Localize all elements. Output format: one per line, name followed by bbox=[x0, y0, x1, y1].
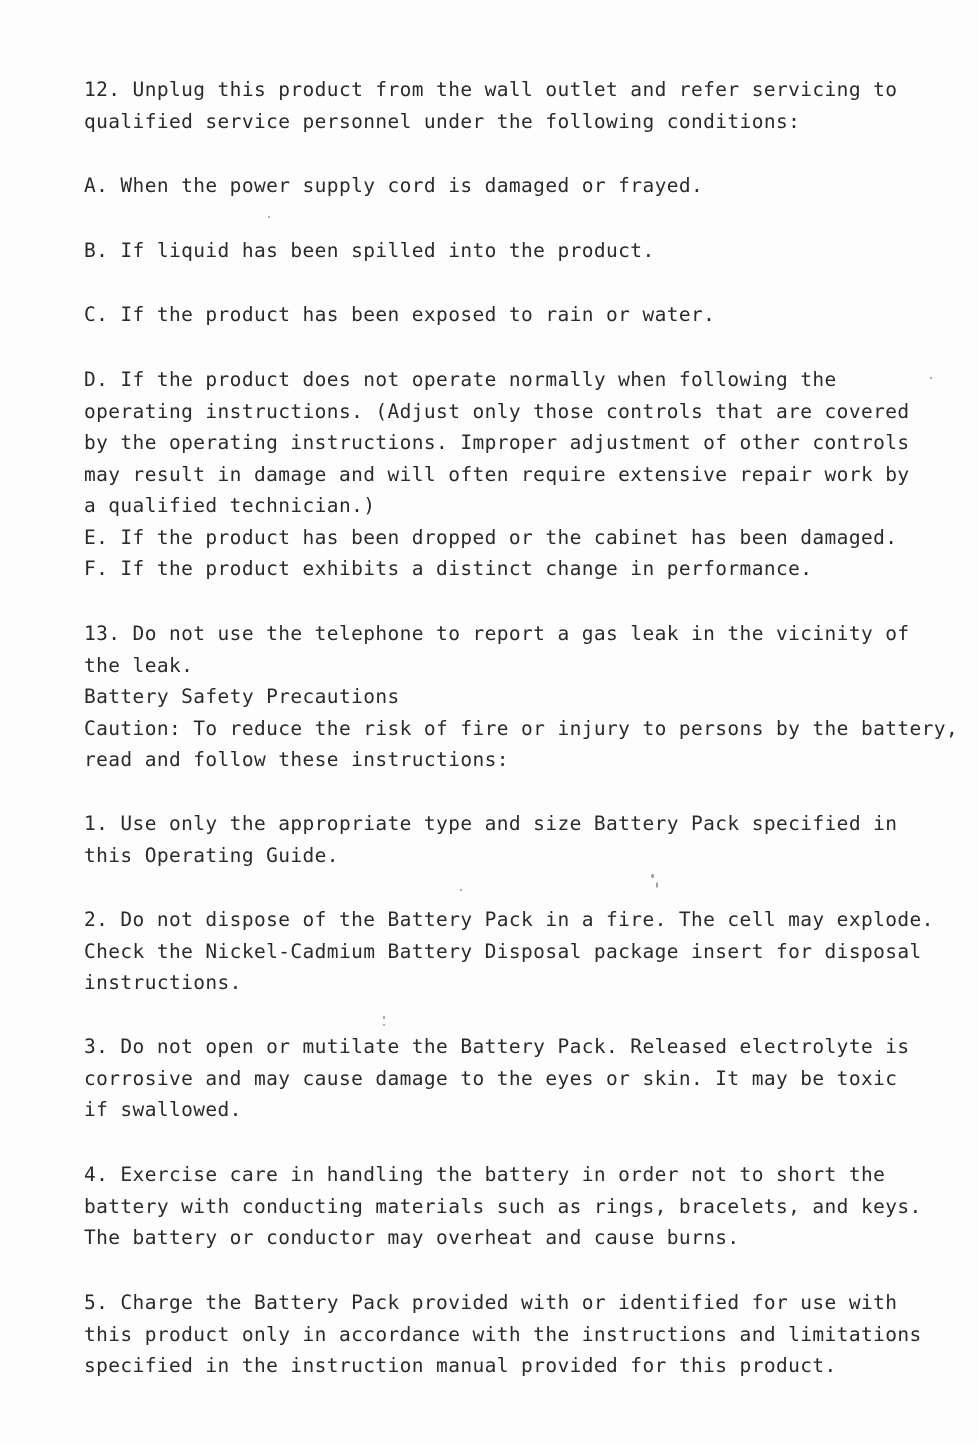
condition-c-paragraph bbox=[84, 299, 894, 331]
text-line: by the operating instructions. Improper adjustment of other controls bbox=[84, 431, 910, 454]
text-line: 4. Exercise care in handling the battery in order not to short the bbox=[84, 1163, 886, 1186]
text-line: battery with conducting materials such as rings, bracelets, and keys. bbox=[84, 1194, 922, 1218]
condition-a-paragraph bbox=[84, 170, 894, 202]
text-line: 1. Use only the appropriate type and size Battery Pack specified in bbox=[84, 812, 898, 835]
text-line: B. If liquid has been spilled into the product. bbox=[84, 239, 655, 262]
text-line: A. When the power supply cord is damaged or frayed. bbox=[84, 174, 704, 197]
scan-speck bbox=[930, 377, 932, 379]
battery-4-paragraph bbox=[84, 1159, 922, 1254]
text-line: corrosive and may cause damage to the eyes or skin. It may be toxic bbox=[84, 1066, 898, 1090]
text-line: may result in damage and will often require extensive repair work by bbox=[84, 462, 910, 486]
battery-3-paragraph bbox=[84, 1031, 910, 1126]
text-line: this product only in accordance with the instructions and limitations bbox=[84, 1322, 922, 1346]
scan-speck bbox=[383, 1024, 385, 1026]
scan-speck bbox=[383, 1016, 385, 1019]
text-line: Check the Nickel-Cadmium Battery Disposal package insert for disposal bbox=[84, 939, 922, 963]
text-line: 3. Do not open or mutilate the Battery Pack. Released electrolyte is bbox=[84, 1035, 910, 1058]
text-line: C. If the product has been exposed to rain or water. bbox=[84, 303, 716, 326]
text-line: 13. Do not use the telephone to report a gas leak in the vicinity of bbox=[84, 622, 910, 645]
text-line: if swallowed. bbox=[84, 1098, 242, 1121]
text-line: a qualified technician.) bbox=[84, 494, 376, 517]
text-line: operating instructions. (Adjust only those controls that are covered bbox=[84, 399, 910, 423]
text-line: this Operating Guide. bbox=[84, 843, 339, 867]
text-line: 5. Charge the Battery Pack provided with or identified for use with bbox=[84, 1291, 898, 1314]
text-line: specified in the instruction manual provided for this product. bbox=[84, 1354, 837, 1377]
scan-speck bbox=[268, 216, 270, 218]
text-line: 12. Unplug this product from the wall outlet and refer servicing to bbox=[84, 78, 898, 101]
text-line: F. If the product exhibits a distinct change in performance. bbox=[84, 557, 813, 580]
item-12-paragraph bbox=[84, 74, 898, 137]
condition-d-f-paragraph bbox=[84, 364, 910, 585]
text-line: E. If the product has been dropped or the cabinet has been damaged. bbox=[84, 525, 898, 549]
text-line: The battery or conductor may overheat and cause burns. bbox=[84, 1226, 740, 1249]
text-line: read and follow these instructions: bbox=[84, 748, 509, 771]
text-line: Caution: To reduce the risk of fire or injury to persons by the battery, bbox=[84, 716, 959, 740]
scan-speck bbox=[651, 874, 654, 878]
section-heading: Battery Safety Precautions bbox=[84, 685, 400, 708]
battery-1-paragraph bbox=[84, 808, 898, 871]
battery-5-paragraph bbox=[84, 1287, 922, 1382]
battery-2-paragraph bbox=[84, 904, 934, 999]
text-line: D. If the product does not operate normally when following the bbox=[84, 368, 837, 391]
text-line: instructions. bbox=[84, 971, 242, 994]
scan-speck bbox=[656, 882, 658, 888]
text-line: the leak. bbox=[84, 653, 194, 677]
text-line: 2. Do not dispose of the Battery Pack in a fire. The cell may explode. bbox=[84, 908, 934, 931]
condition-b-paragraph bbox=[84, 235, 894, 267]
text-line: qualified service personnel under the following conditions: bbox=[84, 109, 801, 133]
item-13-paragraph bbox=[84, 618, 959, 776]
scan-speck bbox=[460, 889, 462, 891]
